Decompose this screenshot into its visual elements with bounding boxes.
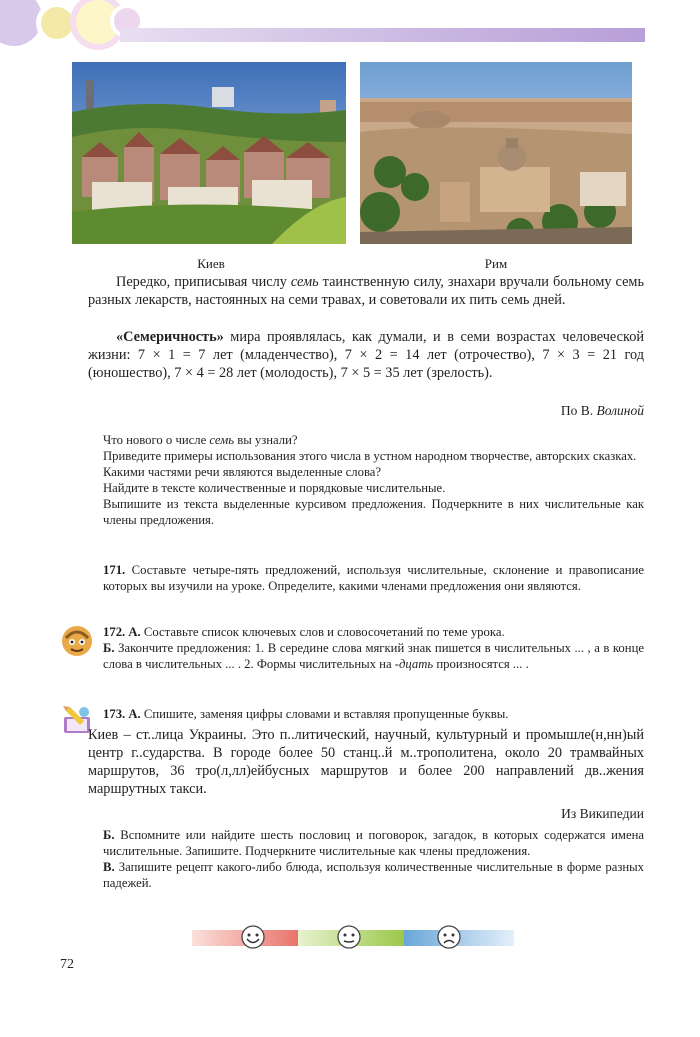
question-5: Выпишите из текста выделенные курсивом предложения. Подчеркните в них числительные как члены предложения. [103,497,644,527]
question-4: Найдите в тексте количественные и порядковые числительные. [103,481,446,495]
task-173: 173. А. Спишите, заменяя цифры словами и вставляя пропущенные буквы. [103,707,509,721]
intro-source: По В. Волиной [560,403,644,418]
intro-paragraph-2: «Семеричность» мира проявлялась, как думали, и в семи возрастах человеческой жизни: 7 × 1 = 7 лет (младенчество), 7 × 2 = 14 лет (отрочество), 7 × 3 = 21 год (юношество), 7 × 4 = 28 лет (молодость), 7 × 5 = 35 лет (зрелость). [88,329,644,381]
sad-face-icon [436,924,462,950]
caption-rome: Рим [484,256,508,271]
neutral-face-icon [336,924,362,950]
brain-puzzle-icon [60,624,94,658]
caption-kyiv: Киев [197,256,225,271]
question-1: Что нового о числе семь вы узнали? [103,433,298,447]
task-173-exercise: Киев – ст..лица Украины. Это п..литический, научный, культурный и промышле(н,нн)ый центр г..сударства. В городе более 50 станц..й м..трополитена, около 20 трамвайных маршрутов, 36 тро(л,лл)ейбусных маршрутов и более 200 направлений дв..жения маршрутных такси. [88,727,644,797]
happy-face-icon [240,924,266,950]
task-172: 172. А. Составьте список ключевых слов и словосочетаний по теме урока. Б. Закончите предложения: 1. В середине слова мягкий знак пишется в числительных ... , а в конце слова в числительных ... . 2. Формы числительных на -дцать произносятся ... . [103,625,644,671]
task-171: 171. Составьте четыре-пять предложений, используя числительные, склонение и правописание которых вы изучили на уроке. Определите, какими членами предложения они являются. [103,563,644,593]
task-173-source: Из Википедии [561,806,644,821]
intro-paragraph-1: Передко, приписывая числу семь таинственную силу, знахари вручали больному семь разных лекарств, настоянных на семи травах, и советовали их пить семь дней. [88,274,644,308]
rome-photo [360,62,632,244]
page-number: 72 [60,957,74,972]
task-173-bv: Б. Вспомните или найдите шесть пословиц и поговорок, загадок, в которых содержатся имена числительные. Запишите. Подчеркните числительные как члены предложения. В. Запишите рецепт какого-либо блюда, используя количественные числительные в форме разных падежей. [103,828,644,890]
header-band [120,28,645,42]
question-3: Какими частями речи являются выделенные слова? [103,465,382,479]
header-decoration [0,0,700,60]
question-2: Приведите примеры использования этого числа в устном народном творчестве, авторских сказках. [103,449,637,463]
kyiv-photo [72,62,346,244]
questions-block [103,432,644,528]
